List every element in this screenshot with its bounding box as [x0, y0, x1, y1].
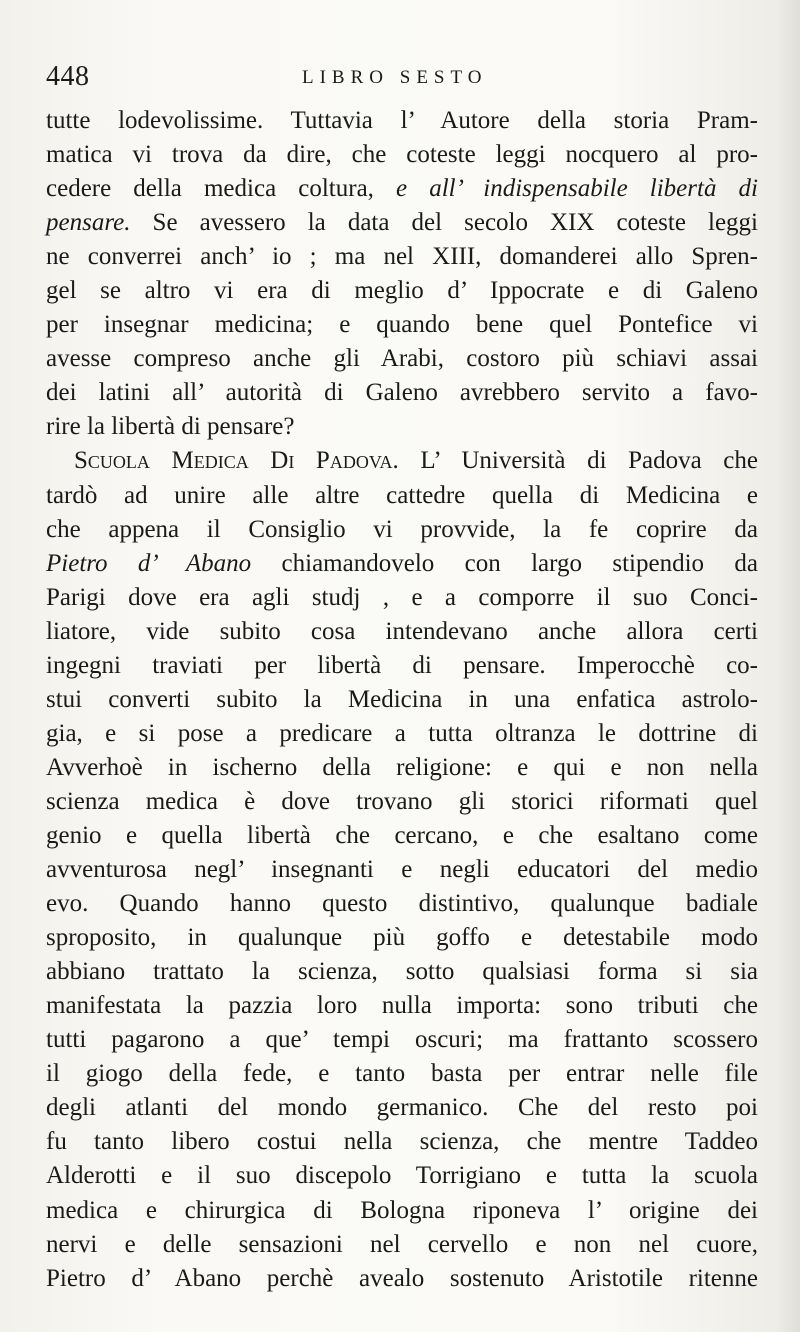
text-line: manifestata la pazzia loro nulla importa: sono tributi che [46, 992, 758, 1020]
text-line: tardò ad unire alle altre cattedre quella di Medicina e [46, 481, 758, 509]
text-line: tutte lodevolissime. Tuttavia l’ Autore della storia Pram- [46, 107, 758, 134]
text-line: dei latini all’ autorità di Galeno avrebbero servito a favo- [46, 379, 758, 407]
text-line: Parigi dove era agli studj , e a comporre il suo Conci- [46, 583, 758, 611]
text-line [46, 172, 758, 206]
text-line: per insegnar medicina; e quando bene quel Pontefice vi [46, 311, 758, 339]
text-line: Avverhoè in ischerno della religione: e qui e non nella [46, 753, 758, 781]
text-line: genio e quella libertà che cercano, e che esaltano come [46, 821, 758, 849]
text-line: ingegni traviati per libertà di pensare. Imperocchè co- [46, 651, 758, 679]
text-line: il giogo della fede, e tanto basta per entrar nelle file [46, 1060, 758, 1088]
italic-phrase: e all’ indispensabile libertà di [396, 175, 758, 203]
text-segment: L’ Università di Padova che [420, 447, 758, 475]
text-line: avesse compreso anche gli Arabi, costoro più schiavi assai [46, 345, 758, 373]
text-line: sproposito, in qualunque più goffo e detestabile modo [46, 924, 758, 952]
text-line: liatore, vide subito cosa intendevano anche allora certi [46, 617, 758, 645]
text-line [46, 547, 758, 581]
text-line: gia, e si pose a predicare a tutta oltranza le dottrine di [46, 719, 758, 747]
text-line: abbiano trattato la scienza, sotto qualsiasi forma si sia [46, 958, 758, 986]
text-line: medica e chirurgica di Bologna riponeva l’ origine dei [46, 1196, 758, 1224]
text-line: avventurosa negl’ insegnanti e negli educatori del medio [46, 856, 758, 884]
text-line: tutti pagarono a que’ tempi oscuri; ma frattanto scossero [46, 1026, 758, 1054]
text-line [46, 206, 758, 240]
body-text [46, 104, 758, 1296]
text-line: stui converti subito la Medicina in una enfatica astrolo- [46, 685, 758, 713]
text-line: rire la libertà di pensare? [46, 413, 295, 441]
text-line: nervi e delle sensazioni nel cervello e non nel cuore, [46, 1230, 758, 1258]
text-line: Alderotti e il suo discepolo Torrigiano e tutta la scuola [46, 1162, 758, 1190]
italic-phrase: pensare. [46, 209, 131, 237]
text-line: gel se altro vi era di meglio d’ Ippocrate e di Galeno [46, 277, 758, 305]
text-line: evo. Quando hanno questo distintivo, qualunque badiale [46, 890, 758, 918]
text-segment: cedere della medica coltura, [46, 175, 374, 203]
text-line: matica vi trova da dire, che coteste leggi nocquero al pro- [46, 141, 758, 169]
text-segment: Se avessero la data del secolo XIX coteste leggi [152, 209, 758, 237]
text-line: che appena il Consiglio vi provvide, la fe coprire da [46, 515, 758, 543]
section-heading: Scuola Medica Di Padova. [74, 447, 399, 475]
italic-name: Pietro d’ Abano [46, 549, 252, 577]
book-title: LIBRO SESTO [302, 67, 488, 88]
page-number: 448 [46, 61, 90, 92]
running-head [46, 62, 758, 92]
text-line: fu tanto libero costui nella scienza, che mentre Taddeo [46, 1128, 758, 1156]
page-edge-shadow [776, 0, 800, 1332]
text-line: ne converrei anch’ io ; ma nel XIII, domanderei allo Spren- [46, 243, 758, 271]
text-line: Pietro d’ Abano perchè avealo sostenuto Aristotile ritenne [46, 1264, 758, 1292]
text-segment: chiamandovelo con largo stipendio da [281, 549, 759, 577]
text-line: degli atlanti del mondo germanico. Che del resto poi [46, 1094, 758, 1122]
text-line [46, 444, 758, 478]
text-line: scienza medica è dove trovano gli storici riformati quel [46, 787, 758, 815]
